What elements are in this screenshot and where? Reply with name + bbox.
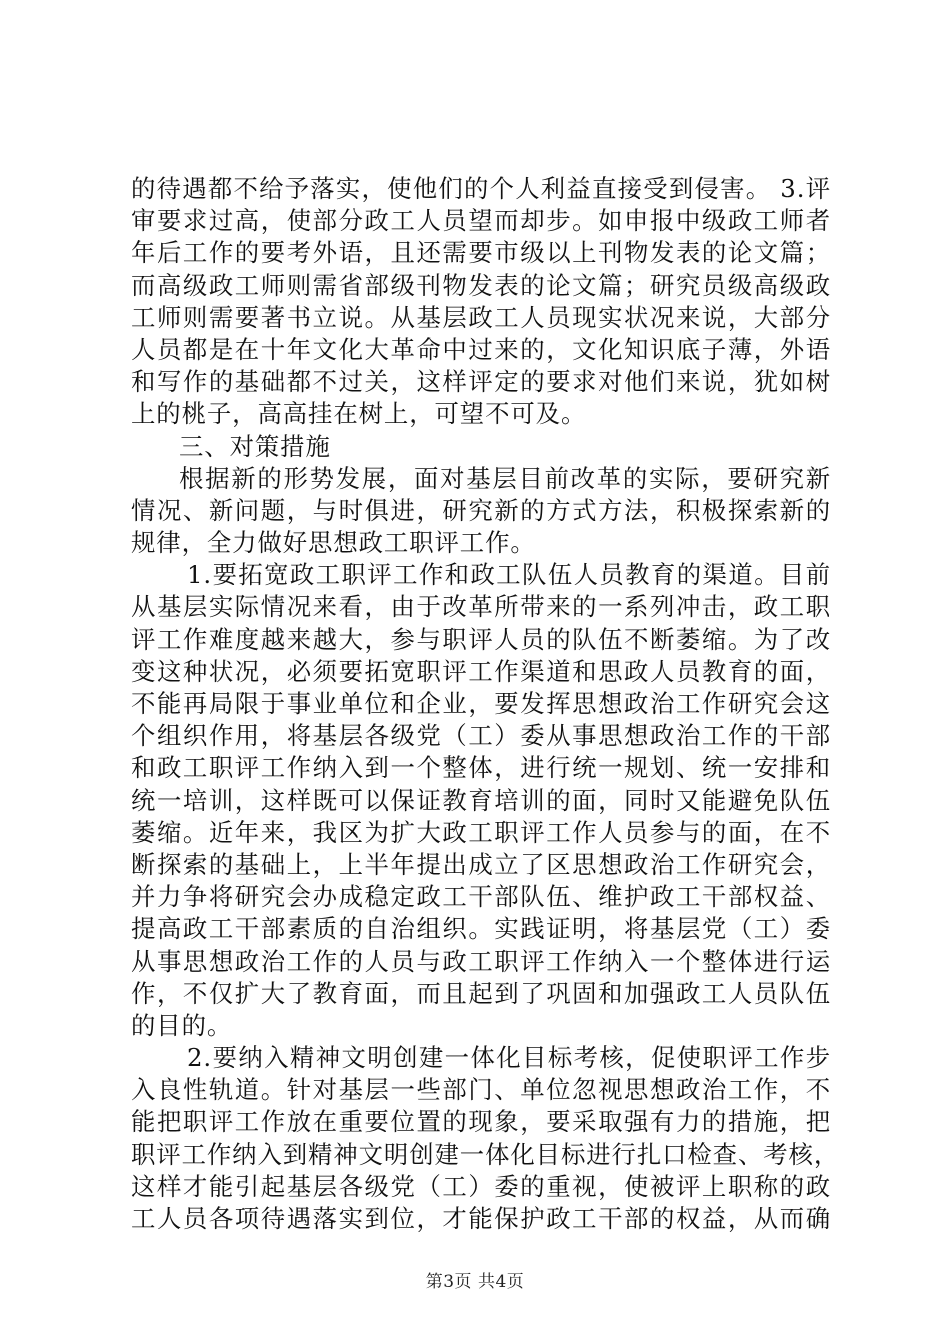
- page-number-footer: 第3页 共4页: [425, 1272, 525, 1292]
- text-line: 2.要纳入精神文明创建一体化目标考核，促使职评工作步: [187, 1043, 831, 1073]
- text-line: 萎缩。近年来，我区为扩大政工职评工作人员参与的面，在不: [131, 817, 831, 847]
- text-line: 工师则需要著书立说。从基层政工人员现实状况来说，大部分: [131, 302, 831, 332]
- text-line: 作，不仅扩大了教育面，而且起到了巩固和加强政工人员队伍: [131, 978, 831, 1008]
- text-line: 和政工职评工作纳入到一个整体，进行统一规划、统一安排和: [131, 753, 831, 783]
- text-line: 能把职评工作放在重要位置的现象，要采取强有力的措施，把: [131, 1107, 831, 1137]
- text-line: 1.要拓宽政工职评工作和政工队伍人员教育的渠道。目前: [187, 560, 831, 590]
- text-line: 年后工作的要考外语，且还需要市级以上刊物发表的论文篇；: [131, 238, 831, 268]
- text-line: 评工作难度越来越大，参与职评人员的队伍不断萎缩。为了改: [131, 624, 831, 654]
- text-line: 根据新的形势发展，面对基层目前改革的实际，要研究新: [179, 463, 831, 493]
- document-body: [131, 173, 840, 1235]
- section-heading: 三、对策措施: [179, 431, 331, 461]
- text-line: 断探索的基础上，上半年提出成立了区思想政治工作研究会，: [131, 849, 831, 879]
- text-line: 和写作的基础都不过关，这样评定的要求对他们来说，犹如树: [131, 367, 831, 397]
- text-line: 统一培训，这样既可以保证教育培训的面，同时又能避免队伍: [131, 785, 831, 815]
- text-line: 并力争将研究会办成稳定政工干部队伍、维护政工干部权益、: [131, 882, 831, 912]
- text-line: 这样才能引起基层各级党（工）委的重视，使被评上职称的政: [131, 1171, 831, 1201]
- text-line: 情况、新问题，与时俱进，研究新的方式方法，积极探索新的: [131, 495, 831, 525]
- text-line: 从基层实际情况来看，由于改革所带来的一系列冲击，政工职: [131, 592, 831, 622]
- text-line: 工人员各项待遇落实到位，才能保护政工干部的权益，从而确: [131, 1204, 831, 1233]
- text-line: 人员都是在十年文化大革命中过来的，文化知识底子薄，外语: [131, 334, 831, 364]
- text-line: 的待遇都不给予落实，使他们的个人利益直接受到侵害。 3.评: [131, 174, 831, 203]
- text-line: 而高级政工师则需省部级刊物发表的论文篇；研究员级高级政: [131, 270, 831, 300]
- text-line: 的目的。: [131, 1010, 233, 1040]
- text-line: 从事思想政治工作的人员与政工职评工作纳入一个整体进行运: [131, 946, 831, 976]
- text-line: 上的桃子，高高挂在树上，可望不可及。: [131, 399, 587, 429]
- text-line: 入良性轨道。针对基层一些部门、单位忽视思想政治工作，不: [131, 1075, 831, 1105]
- text-line: 个组织作用，将基层各级党（工）委从事思想政治工作的干部: [131, 721, 831, 751]
- text-line: 变这种状况，必须要拓宽职评工作渠道和思政人员教育的面，: [131, 656, 831, 686]
- text-line: 审要求过高，使部分政工人员望而却步。如申报中级政工师者: [131, 206, 831, 236]
- text-line: 职评工作纳入到精神文明创建一体化目标进行扎口检查、考核，: [131, 1139, 840, 1169]
- text-line: 不能再局限于事业单位和企业，要发挥思想政治工作研究会这: [131, 689, 831, 718]
- text-line: 规律，全力做好思想政工职评工作。: [131, 528, 536, 558]
- text-line: 提高政工干部素质的自治组织。实践证明，将基层党（工）委: [131, 914, 831, 944]
